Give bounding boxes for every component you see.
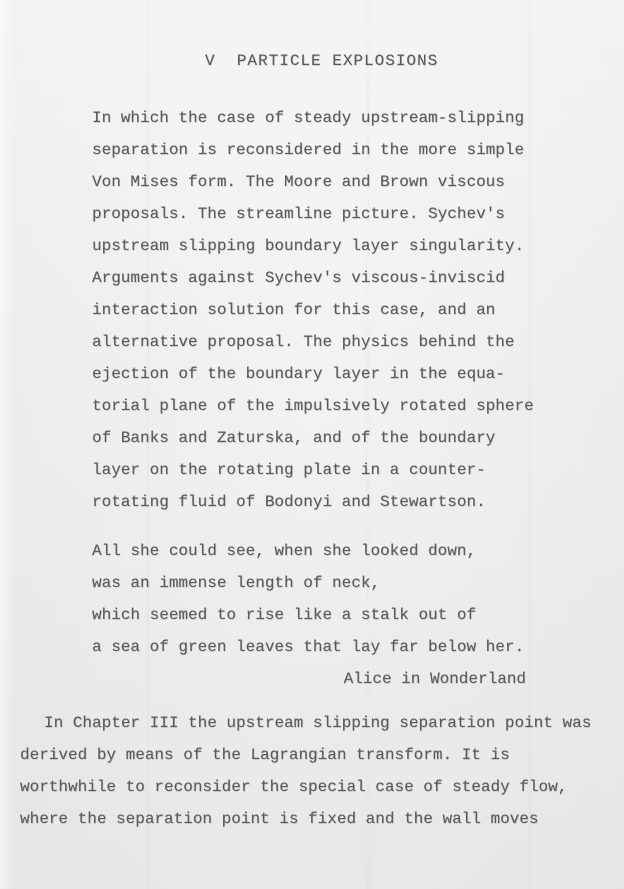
abstract-line: separation is reconsidered in the more simple <box>92 141 525 159</box>
body-line: In Chapter III the upstream slipping separation point was <box>44 714 592 732</box>
abstract-line: rotating fluid of Bodonyi and Stewartson. <box>92 493 486 511</box>
abstract-line: of Banks and Zaturska, and of the boundary <box>92 429 496 447</box>
abstract-line: torial plane of the impulsively rotated sphere <box>92 397 534 415</box>
abstract-line: In which the case of steady upstream-slipping <box>92 109 525 127</box>
abstract-line: alternative proposal. The physics behind the <box>92 333 515 351</box>
chapter-title: V PARTICLE EXPLOSIONS <box>205 52 439 70</box>
abstract-line: layer on the rotating plate in a counter- <box>92 461 486 479</box>
epigraph-block <box>92 535 526 695</box>
body-line: where the separation point is fixed and the wall moves <box>20 810 539 828</box>
body-paragraph <box>20 707 610 835</box>
abstract-line: Arguments against Sychev's viscous-inviscid <box>92 269 505 287</box>
epigraph-line: was an immense length of neck, <box>92 574 381 592</box>
abstract-line: Von Mises form. The Moore and Brown viscous <box>92 173 505 191</box>
epigraph-line: All she could see, when she looked down, <box>92 542 477 560</box>
epigraph-line: a sea of green leaves that lay far below her. <box>92 638 525 656</box>
body-line: worthwhile to reconsider the special case of steady flow, <box>20 778 568 796</box>
epigraph-line: which seemed to rise like a stalk out of <box>92 606 477 624</box>
body-line: derived by means of the Lagrangian transform. It is <box>20 746 510 764</box>
abstract-line: proposals. The streamline picture. Sychev's <box>92 205 505 223</box>
epigraph-attribution: Alice in Wonderland <box>343 670 526 688</box>
abstract-line: interaction solution for this case, and an <box>92 301 496 319</box>
abstract-block <box>92 102 534 518</box>
abstract-line: ejection of the boundary layer in the equa- <box>92 365 505 383</box>
abstract-line: upstream slipping boundary layer singularity. <box>92 237 525 255</box>
